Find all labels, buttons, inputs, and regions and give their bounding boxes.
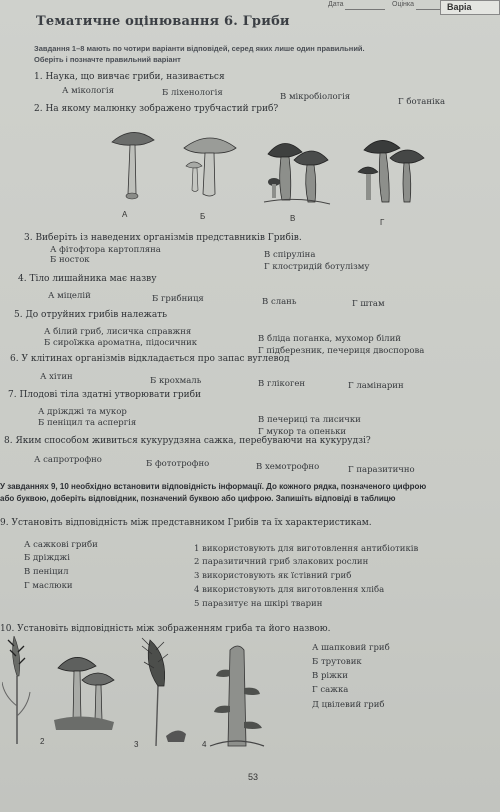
q9-right-1[interactable]: 1 використовують для виготовлення антибіотиків	[194, 544, 419, 554]
question-4: 4. Тіло лишайника має назву	[18, 274, 157, 284]
q10-image-2	[52, 650, 116, 740]
q7-option-a[interactable]: А дріжджі та мукор	[38, 407, 127, 417]
q8-option-b[interactable]: Б фототрофно	[146, 459, 210, 469]
q4-option-d[interactable]: Г штам	[352, 299, 385, 309]
q2-image-label-a: А	[122, 210, 128, 219]
q6-option-c[interactable]: В глікоген	[258, 379, 306, 389]
q7-option-c[interactable]: В печериці та лисички	[258, 415, 361, 425]
question-2: 2. На якому малюнку зображено трубчастий гриб?	[34, 104, 279, 114]
q2-image-label-c: В	[290, 214, 296, 223]
q8-option-a[interactable]: А сапротрофно	[34, 455, 102, 465]
q4-option-b[interactable]: Б грибниця	[152, 294, 204, 304]
q9-left-d[interactable]: Г маслюки	[24, 581, 73, 591]
mushroom-c-image	[262, 132, 332, 208]
q7-option-d[interactable]: Г мукор та опеньки	[258, 427, 347, 437]
page-number: 53	[248, 772, 259, 782]
q9-right-5[interactable]: 5 паразитує на шкірі тварин	[194, 599, 323, 609]
mushroom-d-image	[356, 132, 426, 208]
q10-right-d[interactable]: Г сажка	[312, 685, 349, 695]
q7-option-b[interactable]: Б пеніцил та аспергія	[38, 418, 137, 428]
question-6: 6. У клітинах організмів відкладається про запас вуглевод	[10, 354, 290, 364]
header-bar	[0, 0, 500, 12]
q10-image-3	[138, 636, 188, 748]
question-10: 10. Установіть відповідність між зображенням гриба та його назвою.	[0, 624, 331, 634]
q10-right-b[interactable]: Б трутовик	[312, 657, 362, 667]
question-8: 8. Яким способом живиться кукурудзяна сажка, перебуваючи на кукурудзі?	[4, 436, 371, 446]
date-label: Дата	[328, 1, 344, 8]
q4-option-c[interactable]: В слань	[262, 297, 297, 307]
question-9: 9. Установіть відповідність між представником Грибів та їх характеристикам.	[0, 518, 372, 528]
q10-right-c[interactable]: В ріжки	[312, 671, 348, 681]
q1-option-d[interactable]: Г ботаніка	[398, 97, 446, 107]
q1-option-a[interactable]: А мікологія	[62, 86, 114, 96]
q2-image-label-b: Б	[200, 212, 206, 221]
q10-image-1	[2, 636, 32, 746]
q9-left-a[interactable]: А сажкові гриби	[24, 540, 98, 550]
q9-right-2[interactable]: 2 паразитичний гриб злакових рослин	[194, 557, 369, 567]
instruction-line-1: Завдання 1–8 мають по чотири варіанти відповідей, серед яких лише один правильний.	[34, 44, 365, 53]
q10-image-label-4: 4	[202, 740, 207, 749]
score-label: Оцінка	[392, 1, 414, 8]
q6-option-b[interactable]: Б крохмаль	[150, 376, 202, 386]
question-1: 1. Наука, що вивчає гриби, називається	[34, 72, 225, 82]
q5-option-c[interactable]: В бліда поганка, мухомор білий	[258, 334, 401, 344]
mushroom-a-image	[108, 124, 158, 204]
q6-option-a[interactable]: А хітин	[40, 372, 73, 382]
q10-right-e[interactable]: Д цвілевий гриб	[312, 700, 385, 710]
q4-option-a[interactable]: А міцелій	[48, 291, 91, 301]
q3-option-b[interactable]: Б носток	[50, 255, 90, 265]
q9-right-4[interactable]: 4 використовують для виготовлення хліба	[194, 585, 385, 595]
question-5: 5. До отруйних грибів належать	[14, 310, 168, 320]
section2-line-1: У завданнях 9, 10 необхідно встановити відповідність інформації. До кожного рядка, позначеного цифрою	[0, 482, 427, 491]
q3-option-d[interactable]: Г клостридій ботулізму	[264, 262, 370, 272]
section2-line-2: або буквою, доберіть відповідник, позначений буквою або цифрою. Запишіть відповіді в таблицю	[0, 494, 396, 503]
instruction-line-2: Оберіть і позначте правильний варіант	[34, 55, 181, 64]
q3-option-a[interactable]: А фітофтора картопляна	[50, 245, 161, 255]
q10-right-a[interactable]: А шапковий гриб	[312, 643, 390, 653]
q3-option-c[interactable]: В спіруліна	[264, 250, 316, 260]
q2-image-label-d: Г	[380, 218, 385, 227]
q9-left-b[interactable]: Б дріжджі	[24, 553, 70, 563]
q8-option-d[interactable]: Г паразитично	[348, 465, 415, 475]
q10-image-label-3: 3	[134, 740, 139, 749]
q1-option-b[interactable]: Б ліхенологія	[162, 88, 223, 98]
mushroom-b-image	[180, 130, 240, 200]
q10-image-4	[206, 640, 266, 750]
q5-option-b[interactable]: Б сироїжка ароматна, підосичник	[44, 338, 198, 348]
question-7: 7. Плодові тіла здатні утворювати гриби	[8, 390, 202, 400]
q8-option-c[interactable]: В хемотрофно	[256, 462, 320, 472]
q9-left-c[interactable]: В пеніцил	[24, 567, 69, 577]
q5-option-a[interactable]: А білий гриб, лисичка справжня	[44, 327, 192, 337]
q6-option-d[interactable]: Г ламінарин	[348, 381, 404, 391]
q1-option-c[interactable]: В мікробіологія	[280, 92, 351, 102]
q5-option-d[interactable]: Г підберезник, печериця двоспорова	[258, 346, 425, 356]
question-3: 3. Виберіть із наведених організмів представників Грибів.	[24, 233, 302, 243]
q10-image-label-2: 2	[40, 737, 45, 746]
variant-tab: Варіа	[440, 0, 500, 15]
page-title: Тематичне оцінювання 6. Гриби	[36, 14, 290, 29]
q9-right-3[interactable]: 3 використовують як їстівний гриб	[194, 571, 352, 581]
